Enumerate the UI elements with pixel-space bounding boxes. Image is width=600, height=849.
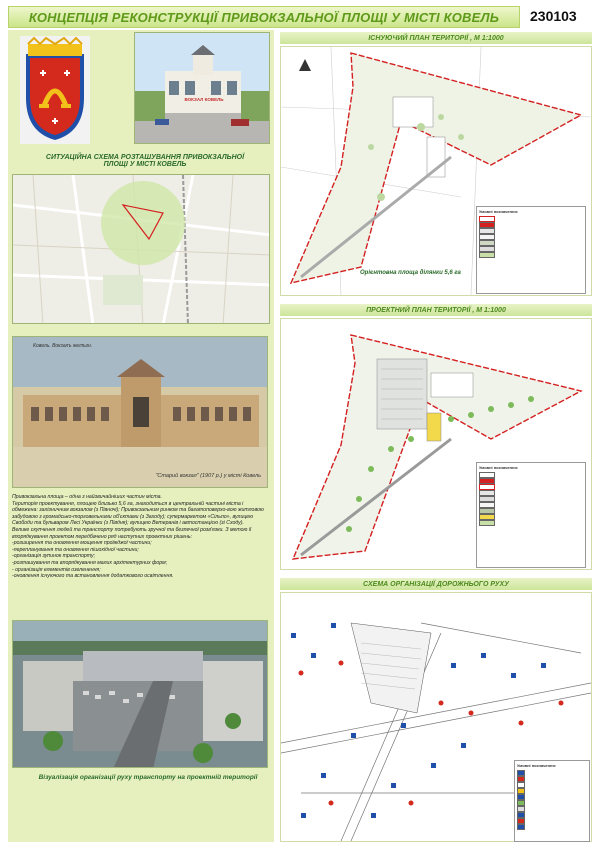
legend-swatch [517, 824, 525, 830]
postcard-caption: "Старий вокзал" (1907 р.) у місті Ковель [155, 473, 261, 479]
description-line: - організація елементів озеленення; [12, 566, 101, 573]
project-code: 230103 [530, 8, 577, 24]
traffic-legend [514, 760, 590, 842]
legend-swatch [479, 520, 495, 526]
description-line: -оновлення існуючого та встановлення додаткового освітлення. [12, 573, 174, 580]
postcard-top-text: Ковель. Вокзалъ желѣзн. [33, 343, 93, 349]
project-plan-legend [476, 462, 586, 568]
project-plan-title: ПРОЕКТНИЙ ПЛАН ТЕРИТОРІЇ , М 1:1000 [280, 304, 592, 316]
station-sign: ВОКЗАЛ КОВЕЛЬ [184, 97, 224, 102]
situation-caption: СИТУАЦІЙНА СХЕМА РОЗТАШУВАННЯ ПРИВОКЗАЛЬНОЇ ПЛОЩІ У МІСТІ КОВЕЛЬ [45, 154, 245, 168]
visualization-render [12, 620, 268, 768]
description-line: -перепланування та оновлення пішохідної частини; [12, 546, 139, 553]
description-line: -розташування та впорядкування малих архітектурних форм; [12, 559, 168, 566]
traffic-scheme-title: СХЕМА ОРГАНІЗАЦІЇ ДОРОЖНЬОГО РУХУ [280, 578, 592, 590]
description-line: Привокзальна площа – одна з найзвичайніших частин міста. [12, 494, 162, 500]
situation-map [12, 174, 270, 324]
description-line: Велике скупчення людей та транспорту потребують зручної та безпечної розв'язки. З метою її впорядкування проектом передбачено ряд наступних проектних рішень: [12, 526, 252, 540]
existing-plan-title: ІСНУЮЧИЙ ПЛАН ТЕРИТОРІЇ , М 1:1000 [280, 32, 592, 44]
legend-title: Умовні позначення: [479, 209, 519, 214]
description-line: Територія проектування, площею близько 5,6 га, знаходиться в центральній частині міста і обмежена: залізничним вокзалом (з Півночі); Привокзальним ринком та багатоповерхо-вою житловою забудовою з громадсько-торговельними об'єктами (з Заходу); супермаркетом «Сільпо», вулицею Свободи та бульваром Лесі Українки (з Півдня); вулицею Ветеранів і автостанцією (зі Сходу). [12, 500, 264, 527]
legend-swatch [479, 252, 495, 258]
existing-plan-legend [476, 206, 586, 294]
station-photo [134, 32, 270, 144]
coat-of-arms-logo [20, 36, 90, 144]
description-text [12, 494, 268, 580]
legend-title: Умовні позначення: [479, 465, 519, 470]
legend-title: Умовні позначення: [517, 763, 557, 768]
description-line: -розширення та оновлення мощення проїжджої частини; [12, 540, 152, 547]
old-postcard-photo [12, 336, 268, 488]
existing-area-note: Орієнтовна площа ділянки 5,6 га [360, 270, 461, 276]
description-line: -організація зупинок транспорту; [12, 553, 96, 560]
page-title: КОНЦЕПЦІЯ РЕКОНСТРУКЦІЇ ПРИВОКЗАЛЬНОЇ ПЛОЩІ У МІСТІ КОВЕЛЬ [8, 6, 520, 28]
render-caption: Візуалізація організації руху транспорту на проектній території [38, 774, 258, 781]
